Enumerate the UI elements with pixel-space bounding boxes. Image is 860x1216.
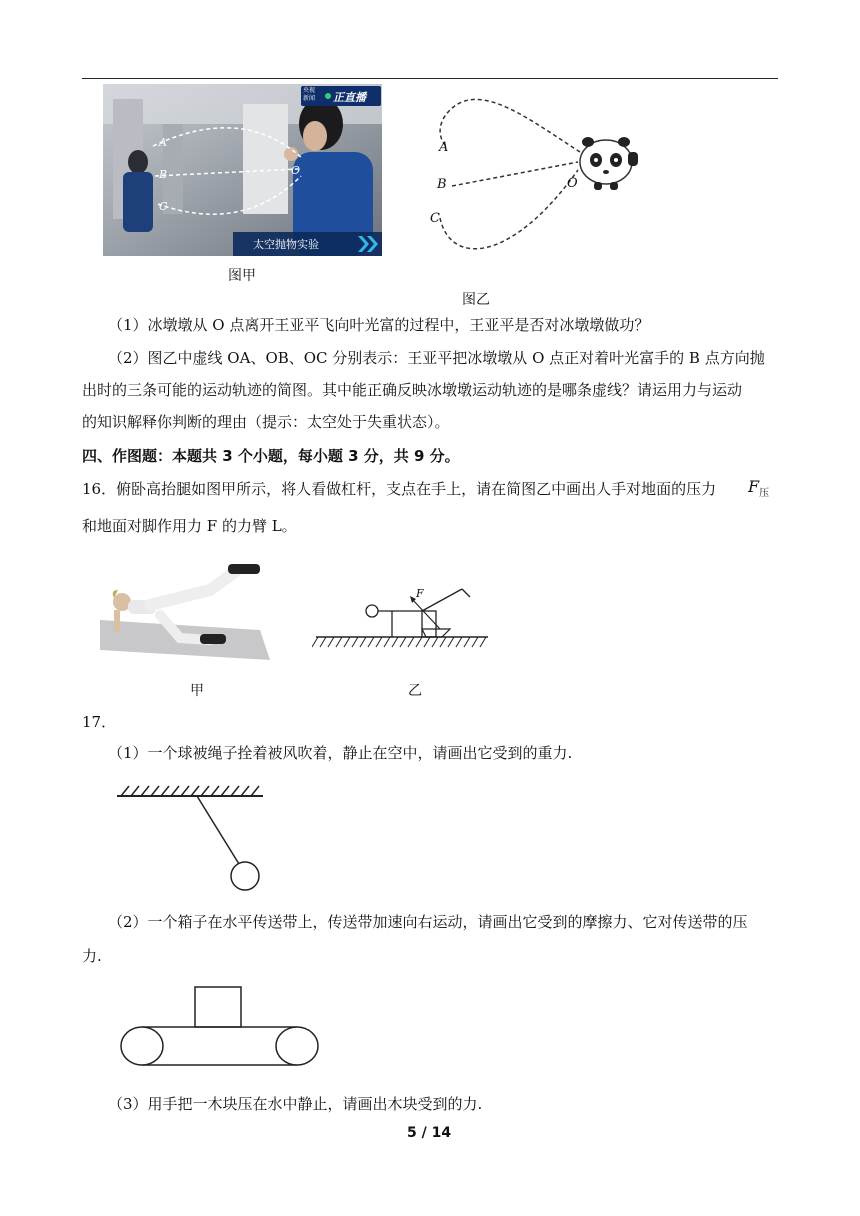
conveyor-belt-diagram	[117, 985, 327, 1069]
q17-part1: （1）一个球被绳子拴着被风吹着，静止在空中，请画出它受到的重力.	[108, 744, 573, 762]
force-symbol-sub: 压	[759, 488, 770, 499]
header-rule	[82, 78, 778, 79]
exercise-photo	[100, 560, 270, 662]
section4-heading: 四、作图题：本题共 3 个小题，每小题 3 分，共 9 分。	[82, 447, 460, 465]
diagram-label-a: A	[439, 140, 449, 155]
q17-part2-line2: 力.	[82, 947, 102, 965]
lever-label-f: F	[416, 587, 424, 600]
q15-part2-line2: 出时的三条可能的运动轨迹的简图。其中能正确反映冰墩墩运动轨迹的是哪条虚线？请运用力与运动	[82, 381, 743, 399]
photo-label-o: O	[291, 164, 301, 177]
photo-badge-small: 央视 新闻	[303, 87, 316, 102]
hanging-ball-diagram	[115, 782, 265, 894]
diagram-label-o: O	[567, 176, 578, 191]
q15-part2-line3: 的知识解释你判断的理由（提示：太空处于失重状态）。	[82, 413, 450, 431]
q15-part1: （1）冰墩墩从 O 点离开王亚平飞向叶光富的过程中，王亚平是否对冰墩墩做功？	[108, 316, 650, 334]
photo-banner: 太空抛物实验	[253, 238, 319, 251]
q17-part2-line1: （2）一个箱子在水平传送带上，传送带加速向右运动，请画出它受到的摩擦力、它对传送带的压	[108, 913, 748, 931]
photo-label-a: A	[159, 136, 167, 149]
force-symbol-f: F	[748, 477, 760, 496]
q17-part3: （3）用手把一木块压在水中静止，请画出木块受到的力.	[108, 1095, 483, 1113]
diagram-label-b: B	[437, 177, 447, 192]
q17-number: 17．	[82, 713, 117, 731]
photo-label-b: B	[159, 168, 168, 181]
q16-line1: 16．俯卧高抬腿如图甲所示，将人看做杠杆，支点在手上，请在简图乙中画出人手对地面的压力	[82, 480, 717, 498]
panda-icon	[580, 137, 638, 190]
q16-caption-yi: 乙	[408, 683, 422, 699]
q16-caption-jia: 甲	[190, 683, 204, 699]
space-experiment-photo	[103, 84, 382, 256]
q15-part2-line1: （2）图乙中虚线 OA、OB、OC 分别表示：王亚平把冰墩墩从 O 点正对着叶光富手的 B 点方向抛	[108, 349, 765, 367]
page-number: 5 / 14	[407, 1125, 452, 1141]
figure-yi-caption: 图乙	[462, 292, 490, 308]
lever-diagram	[312, 585, 492, 655]
q16-force-symbol	[748, 477, 770, 499]
photo-label-c: C	[159, 200, 168, 213]
photo-badge-main: 正直播	[333, 91, 366, 104]
diagram-label-c: C	[430, 211, 440, 226]
q16-line2: 和地面对脚作用力 F 的力臂 L。	[82, 517, 297, 535]
figure-jia-caption: 图甲	[228, 268, 256, 284]
